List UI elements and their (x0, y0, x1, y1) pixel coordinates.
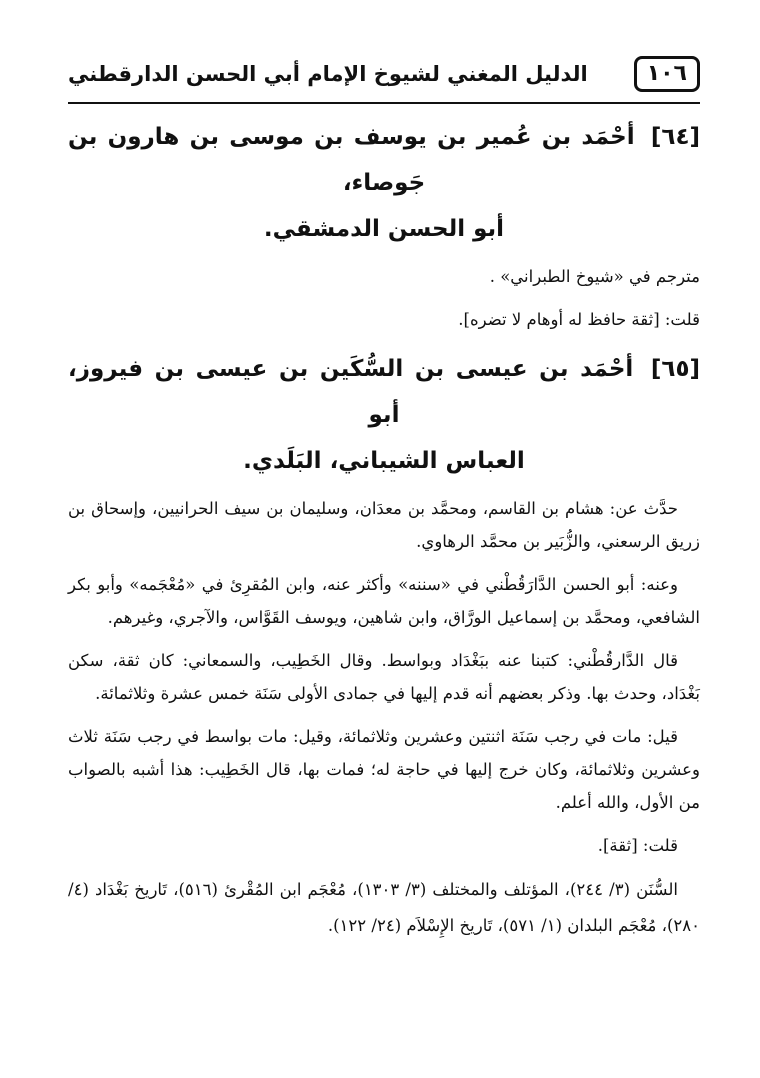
entry-65-heading (68, 346, 700, 484)
book-page (68, 50, 700, 961)
page-number: ١٠٦ (634, 56, 700, 92)
entry-heading-line-1: أحْمَد بن عُمير بن يوسف بن موسى بن هارون بن جَوصاء، (68, 124, 635, 196)
entry-heading-line-2: أبو الحسن الدمشقي. (263, 216, 505, 242)
entry-65-paragraph-3: قال الدَّارقُطْني: كتبنا عنه ببَغْدَاد وبواسط. وقال الخَطِيب، والسمعاني: كان ثقة، سكن بَغْدَاد، وحدث بها. وذكر بعضهم أنه قدم إليها في جمادى الأولى سَنَة خمس عشرة وثلاثمائة. (68, 651, 700, 703)
entry-65-paragraph-1: حدَّث عن: هشام بن القاسم، ومحمَّد بن معدَان، وسليمان بن سيف الحرانيين، وإسحاق بن زريق الرسعني، والزُّبَير بن محمَّد الرهاوي. (68, 499, 700, 551)
entry-64-paragraph-2: قلت: [ثقة حافظ له أوهام لا تضره]. (458, 310, 700, 329)
entry-64-paragraph-1: مترجم في «شيوخ الطبراني» . (489, 267, 700, 286)
entry-65-paragraph-2: وعنه: أبو الحسن الدَّارَقُطْني في «سننه» وأكثر عنه، وابن المُقرِئ في «مُعْجَمه» وأبو بكر الشافعي، ومحمَّد بن إسماعيل الورَّاق، وابن شاهين، ويوسف القَوَّاس، والآجري، وغيرهم. (68, 575, 700, 627)
entry-heading-line-1: أحْمَد بن عيسى بن السُّكَين بن عيسى بن فيروز، أبو (68, 356, 634, 428)
entry-heading-line-2: العباس الشيباني، البَلَدي. (243, 448, 525, 474)
entry-number: [٦٥] (650, 356, 700, 382)
page-header (68, 50, 700, 104)
entry-65-paragraph-5: قلت: [ثقة]. (597, 836, 678, 855)
entry-65-paragraph-4: قيل: مات في رجب سَنَة اثنتين وعشرين وثلاثمائة، وقيل: مات بواسط في رجب سَنَة ثلاث وعشرين وثلاثمائة، وكان خرج إليها في حاجة له؛ فمات بها، قال الخَطِيب: هذا أشبه بالصواب من الأول، والله أعلم. (68, 727, 700, 812)
entry-64-heading (68, 114, 700, 252)
running-title: الدليل المغني لشيوخ الإمام أبي الحسن الدارقطني (68, 62, 588, 86)
entry-number: [٦٤] (650, 124, 701, 150)
entry-65-references: السُّنَن (٣/ ٢٤٤)، المؤتلف والمختلف (٣/ ١٣٠٣)، مُعْجَم ابن المُقْرئ (٥١٦)، تَاريخ بَغْدَاد (٤/ ٢٨٠)، مُعْجَم البلدان (١/ ٥٧١)، تَاريخ الإِسْلاَم (٢٤/ ١٢٢). (68, 880, 700, 935)
